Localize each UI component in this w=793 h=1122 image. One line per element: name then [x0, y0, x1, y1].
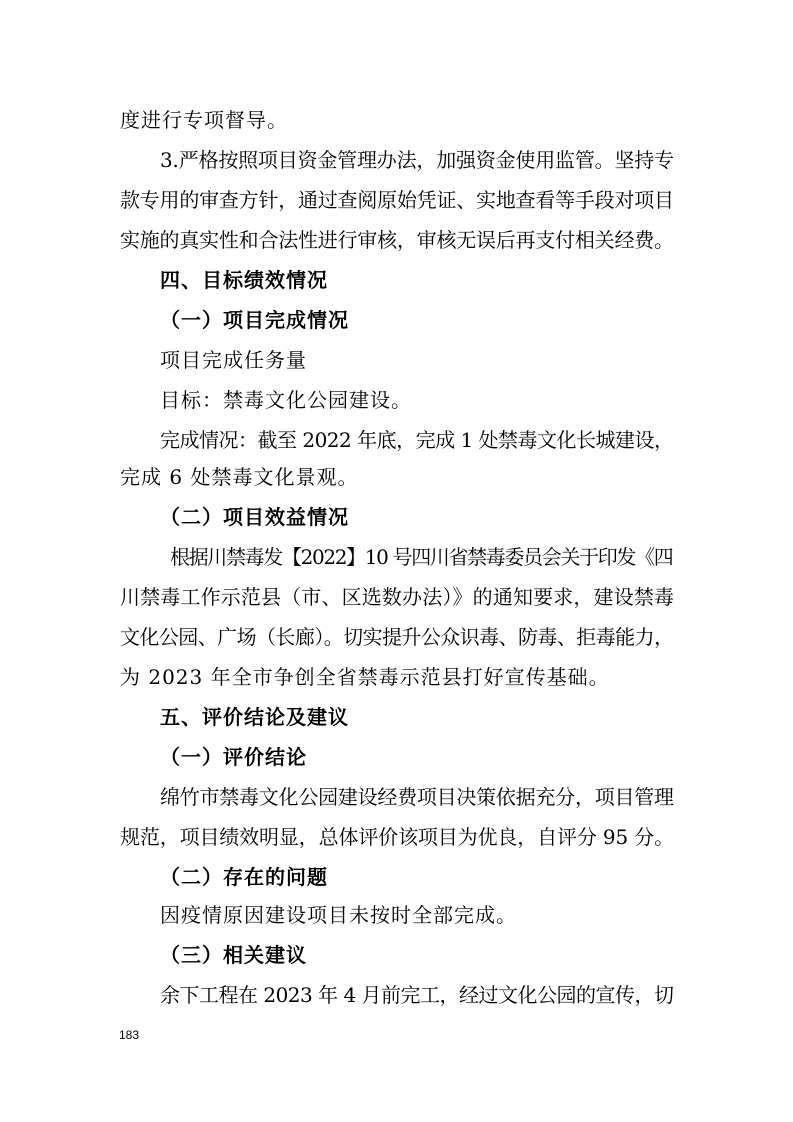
- text-line: 因疫情原因建设项目未按时全部完成。: [160, 903, 517, 927]
- subsection-heading: （二）项目效益情况: [160, 505, 349, 529]
- text-line: 实施的真实性和合法性进行审核，审核无误后再支付相关经费。: [120, 228, 674, 252]
- text-line: 为 2023 年全市争创全省禁毒示范县打好宣传基础。: [120, 665, 610, 689]
- text-line: 绵竹市禁毒文化公园建设经费项目决策依据充分，项目管理: [160, 785, 674, 809]
- text-line: 目标：禁毒文化公园建设。: [160, 388, 412, 412]
- text-line: 款专用的审查方针，通过查阅原始凭证、实地查看等手段对项目: [120, 188, 674, 212]
- text-line: 余下工程在 2023 年 4 月前完工，经过文化公园的宣传，切: [160, 983, 674, 1007]
- text-line: 3.严格按照项目资金管理办法，加强资金使用监管。坚持专: [160, 148, 674, 172]
- text-line: 规范，项目绩效明显，总体评价该项目为优良，自评分 95 分。: [120, 825, 675, 849]
- text-line: 根据川禁毒发【2022】10 号四川省禁毒委员会关于印发《四: [170, 545, 673, 569]
- section-heading: 四、目标绩效情况: [160, 268, 328, 292]
- text-line: 度进行专项督导。: [120, 108, 288, 132]
- page-number: 183: [119, 1028, 140, 1042]
- section-heading: 五、评价结论及建议: [160, 705, 349, 729]
- text-line: 完成 6 处禁毒文化景观。: [120, 465, 359, 489]
- text-line: 完成情况：截至 2022 年底，完成 1 处禁毒文化长城建设，: [160, 428, 674, 452]
- subsection-heading: （一）项目完成情况: [160, 308, 349, 332]
- subsection-heading: （三）相关建议: [160, 943, 307, 967]
- subsection-heading: （一）评价结论: [160, 745, 307, 769]
- text-line: 川禁毒工作示范县（市、区选数办法）》的通知要求，建设禁毒: [120, 585, 675, 609]
- subsection-heading: （二）存在的问题: [160, 865, 328, 889]
- text-line: 项目完成任务量: [160, 348, 307, 372]
- text-line: 文化公园、广场（长廊）。切实提升公众识毒、防毒、拒毒能力，: [120, 625, 674, 649]
